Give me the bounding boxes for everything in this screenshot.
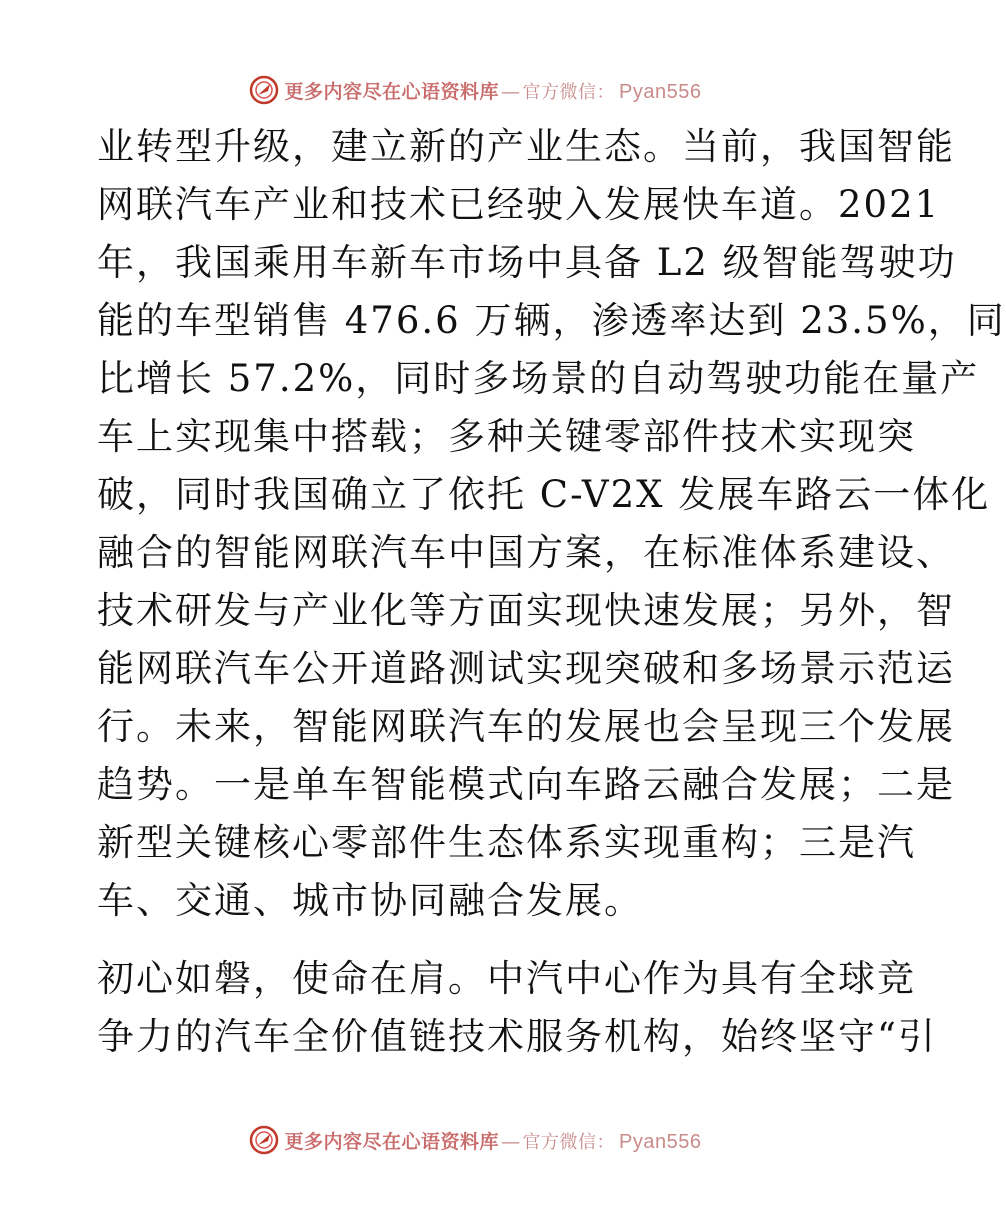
banner-text	[285, 1127, 702, 1154]
banner-wechat-label: 官方微信：	[522, 1131, 616, 1153]
text-line: 趋势。一是单车智能模式向车路云融合发展；二是	[97, 763, 955, 806]
text-line: 业转型升级，建立新的产业生态。当前，我国智能	[97, 125, 955, 168]
text-line: 争力的汽车全价值链技术服务机构，始终坚守“引	[97, 1015, 937, 1058]
banner-wechat-label: 官方微信：	[522, 81, 616, 103]
banner-wechat-id: Pyan556	[619, 80, 702, 103]
banner-site-name: 更多内容尽在心语资料库	[284, 80, 500, 103]
banner-dash: —	[501, 80, 521, 103]
text-line: 车上实现集中搭载；多种关键零部件技术实现突	[97, 415, 916, 458]
text-line: 融合的智能网联汽车中国方案，在标准体系建设、	[97, 531, 955, 574]
logo-icon	[249, 75, 279, 105]
text-line: 能网联汽车公开道路测试实现突破和多场景示范运	[97, 647, 955, 690]
text-line: 网联汽车产业和技术已经驶入发展快车道。2021	[97, 183, 941, 226]
header-banner	[0, 70, 950, 110]
text-line: 车、交通、城市协同融合发展。	[97, 879, 643, 922]
text-line: 行。未来，智能网联汽车的发展也会呈现三个发展	[97, 705, 955, 748]
logo-icon	[249, 1125, 279, 1155]
banner-text	[285, 77, 702, 104]
text-line: 年，我国乘用车新车市场中具备 L2 级智能驾驶功	[97, 241, 957, 284]
banner-site-name: 更多内容尽在心语资料库	[284, 1130, 500, 1153]
text-line: 能的车型销售 476.6 万辆，渗透率达到 23.5%，同	[97, 299, 1006, 342]
text-line: 破，同时我国确立了依托 C-V2X 发展车路云一体化	[97, 473, 991, 516]
text-line: 初心如磐，使命在肩。中汽中心作为具有全球竞	[97, 957, 916, 1000]
banner-dash: —	[501, 1130, 521, 1153]
text-line: 技术研发与产业化等方面实现快速发展；另外，智	[97, 589, 955, 632]
text-line: 比增长 57.2%，同时多场景的自动驾驶功能在量产	[97, 357, 980, 400]
footer-banner	[0, 1120, 950, 1160]
text-line: 新型关键核心零部件生态体系实现重构；三是汽	[97, 821, 916, 864]
banner-wechat-id: Pyan556	[619, 1130, 702, 1153]
